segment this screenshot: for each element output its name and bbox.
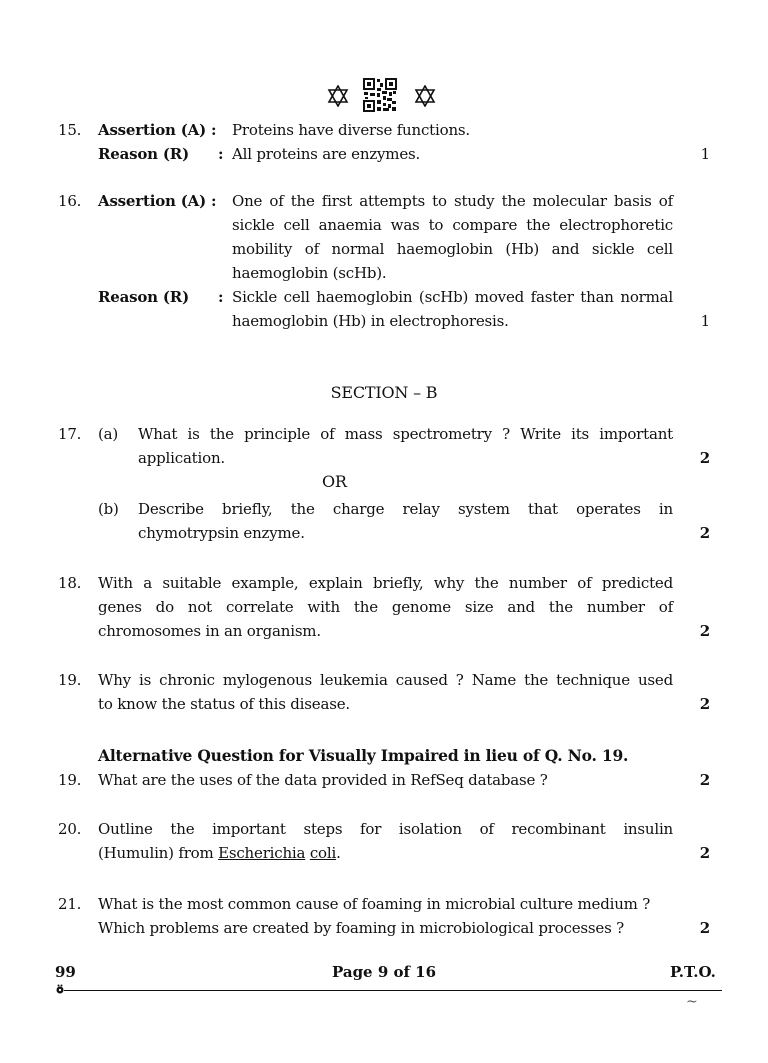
text-line: What is the principle of mass spectrometry ? Write its important bbox=[138, 425, 673, 443]
question-number: 21. bbox=[58, 895, 82, 913]
text-line: mobility of normal haemoglobin (Hb) and sickle cell bbox=[232, 240, 673, 258]
text-line: chromosomes in an organism. bbox=[98, 622, 321, 640]
marks: 2 bbox=[699, 622, 710, 640]
marks: 1 bbox=[700, 312, 710, 330]
marks: 1 bbox=[700, 145, 710, 163]
reason-text bbox=[232, 285, 673, 333]
question-number: 17. bbox=[58, 425, 82, 443]
text-line bbox=[98, 841, 673, 865]
question-text bbox=[98, 892, 650, 940]
text-line: One of the first attempts to study the molecular basis of bbox=[232, 192, 673, 210]
question-text bbox=[98, 571, 673, 643]
reason-label: Reason (R) bbox=[98, 288, 189, 306]
text-line: What is the most common cause of foaming in microbial culture medium ? bbox=[98, 895, 651, 913]
text-line: Describe briefly, the charge relay system that operates in bbox=[138, 500, 673, 518]
marks: 2 bbox=[699, 524, 710, 542]
assertion-text: Proteins have diverse functions. bbox=[232, 121, 470, 139]
star-of-david-icon bbox=[414, 85, 436, 107]
question-number: 20. bbox=[58, 820, 82, 838]
marks: 2 bbox=[699, 844, 710, 862]
bug-icon bbox=[55, 984, 65, 994]
text-segment: (Humulin) from bbox=[98, 844, 219, 862]
option-b-label: (b) bbox=[98, 500, 119, 518]
qr-code-icon bbox=[363, 78, 397, 112]
text-line: With a suitable example, explain briefly, why the number of predicted bbox=[98, 574, 673, 592]
question-text bbox=[98, 668, 673, 716]
text-line: Outline the important steps for isolation of recombinant insulin bbox=[98, 820, 673, 838]
text-line: Why is chronic mylogenous leukemia caused ? Name the technique used bbox=[98, 671, 673, 689]
option-a-text bbox=[138, 422, 673, 470]
marks: 2 bbox=[699, 919, 710, 937]
text-line: to know the status of this disease. bbox=[98, 695, 350, 713]
assertion-label: Assertion (A) : bbox=[98, 192, 217, 210]
star-of-david-icon bbox=[327, 85, 349, 107]
section-title: SECTION – B bbox=[330, 383, 438, 402]
tilde-mark: ~ bbox=[686, 994, 698, 1010]
reason-colon: : bbox=[218, 288, 224, 306]
text-line: sickle cell anaemia was to compare the electrophoretic bbox=[232, 216, 673, 234]
text-line: haemoglobin (scHb). bbox=[232, 264, 387, 282]
option-a-label: (a) bbox=[98, 425, 119, 443]
reason-colon: : bbox=[218, 145, 224, 163]
text-line: application. bbox=[138, 449, 225, 467]
reason-label: Reason (R) bbox=[98, 145, 189, 163]
marks: 2 bbox=[699, 695, 710, 713]
question-number: 19. bbox=[58, 671, 82, 689]
text-line: genes do not correlate with the genome size and the number of bbox=[98, 598, 673, 616]
question-number: 19. bbox=[58, 771, 82, 789]
pto-label: P.T.O. bbox=[670, 963, 716, 981]
marks: 2 bbox=[699, 771, 710, 789]
text-line: chymotrypsin enzyme. bbox=[138, 524, 305, 542]
reason-text: All proteins are enzymes. bbox=[232, 145, 421, 163]
text-line: Which problems are created by foaming in microbiological processes ? bbox=[98, 919, 624, 937]
question-number: 18. bbox=[58, 574, 82, 592]
text-segment: . bbox=[336, 844, 341, 862]
or-separator: OR bbox=[322, 472, 347, 491]
species-name: coli bbox=[309, 844, 337, 862]
question-number: 15. bbox=[58, 121, 82, 139]
question-text bbox=[98, 817, 673, 865]
text-line: Sickle cell haemoglobin (scHb) moved faster than normal bbox=[232, 288, 673, 306]
paper-code: 99 bbox=[55, 963, 76, 981]
assertion-text bbox=[232, 189, 673, 285]
option-b-text bbox=[138, 497, 673, 545]
assertion-label: Assertion (A) : bbox=[98, 121, 217, 139]
page-number: Page 9 of 16 bbox=[331, 963, 437, 981]
footer-divider bbox=[64, 990, 722, 991]
alternative-question-heading: Alternative Question for Visually Impaired in lieu of Q. No. 19. bbox=[98, 746, 629, 765]
genus-name: Escherichia bbox=[218, 844, 306, 862]
marks: 2 bbox=[699, 449, 710, 467]
text-line: haemoglobin (Hb) in electrophoresis. bbox=[232, 312, 509, 330]
question-text: What are the uses of the data provided in RefSeq database ? bbox=[98, 771, 548, 789]
question-number: 16. bbox=[58, 192, 82, 210]
